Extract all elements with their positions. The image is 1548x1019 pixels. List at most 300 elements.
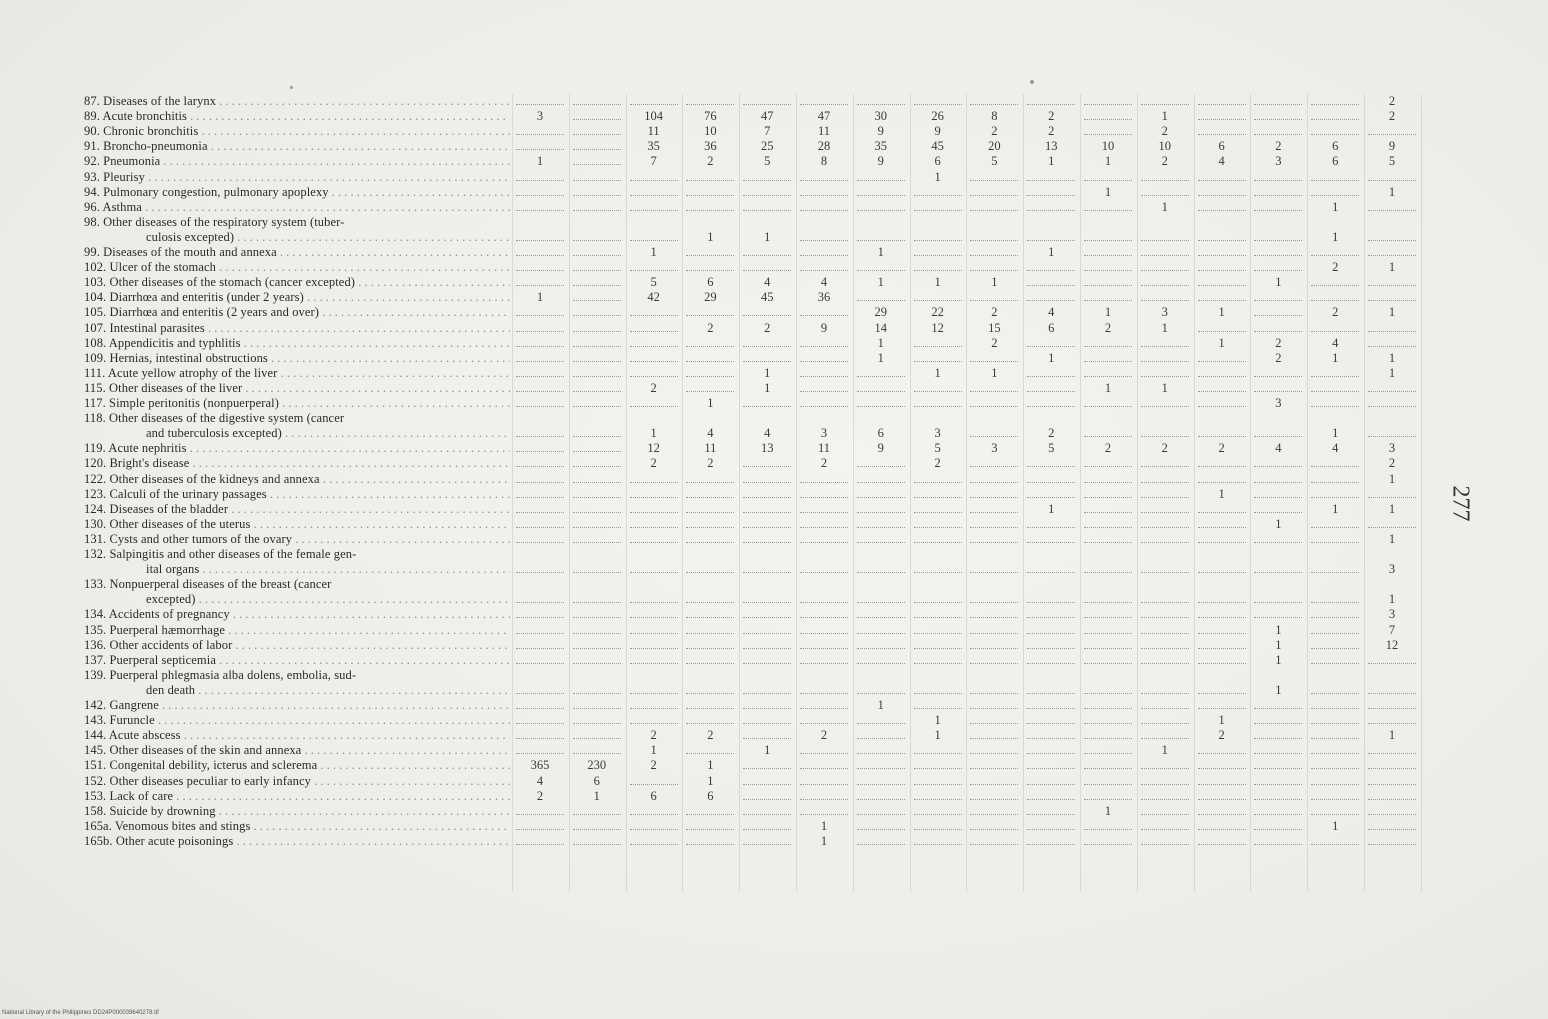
leader-dots (573, 240, 621, 241)
table-cell (512, 366, 568, 380)
table-cell (739, 154, 795, 168)
leader-dots (1027, 738, 1075, 739)
table-cell (1080, 441, 1136, 455)
leader-dots (914, 104, 962, 105)
leader-dots (1027, 829, 1075, 830)
table-cell (682, 623, 738, 637)
table-cell (1080, 743, 1136, 757)
table-cell (910, 547, 966, 561)
table-cell (1250, 517, 1306, 531)
table-cell (512, 124, 568, 138)
table-cell (1194, 426, 1250, 440)
table-cell (626, 336, 682, 350)
table-cell (966, 336, 1022, 350)
cell-value: 1 (934, 713, 941, 728)
leader-dots (914, 768, 962, 769)
leader-dots (857, 572, 905, 573)
leader-dots (573, 436, 621, 437)
table-cell (966, 789, 1022, 803)
leader-dots (686, 542, 734, 543)
table-cell (1080, 366, 1136, 380)
table-cell (682, 758, 738, 772)
table-row (84, 154, 1424, 168)
table-cell (966, 758, 1022, 772)
table-cell (1364, 487, 1420, 501)
table-cell (569, 532, 625, 546)
table-cell (1307, 562, 1363, 576)
table-cell (1023, 698, 1079, 712)
table-cell (796, 698, 852, 712)
table-cell (682, 305, 738, 319)
leader-dots (970, 844, 1018, 845)
table-cell (1250, 592, 1306, 606)
leader-dots (1254, 753, 1302, 754)
table-cell (796, 124, 852, 138)
column-divider (739, 94, 740, 892)
table-cell (626, 653, 682, 667)
leader-dots (1311, 768, 1359, 769)
table-cell (1137, 638, 1193, 652)
table-cell (626, 351, 682, 365)
table-cell (512, 758, 568, 772)
table-cell (966, 532, 1022, 546)
leader-dots (686, 512, 734, 513)
table-cell (682, 638, 738, 652)
table-cell (910, 562, 966, 576)
cell-value: 11 (817, 441, 831, 456)
cell-value: 1 (991, 275, 998, 290)
table-row (84, 472, 1424, 486)
leader-dots (914, 270, 962, 271)
row-label: 133. Nonpuerperal diseases of the breast (cancer (84, 577, 332, 592)
cell-value: 4 (707, 426, 714, 441)
row-label: excepted) . . . (146, 592, 510, 606)
table-cell (1307, 607, 1363, 621)
table-cell (1307, 668, 1363, 682)
table-cell (626, 607, 682, 621)
table-cell (739, 200, 795, 214)
leader-dots (1141, 784, 1189, 785)
leader-dots (857, 482, 905, 483)
leader-dots (743, 723, 791, 724)
leader-dots (914, 512, 962, 513)
table-cell (512, 321, 568, 335)
leader-dots (573, 195, 621, 196)
leader-dots (857, 542, 905, 543)
leader-dots (743, 768, 791, 769)
leader-dots (1254, 829, 1302, 830)
leader-dots (686, 346, 734, 347)
leader-dots (1141, 255, 1189, 256)
table-row (84, 532, 1424, 546)
table-cell (682, 713, 738, 727)
cell-value: 3 (934, 426, 941, 441)
table-cell (966, 502, 1022, 516)
table-cell (1364, 351, 1420, 365)
table-cell (966, 653, 1022, 667)
table-row (84, 336, 1424, 350)
leader-dots (516, 315, 564, 316)
leader-dots (857, 602, 905, 603)
table-cell (853, 713, 909, 727)
leader-dots (1368, 346, 1416, 347)
table-cell (569, 154, 625, 168)
table-cell (1023, 321, 1079, 335)
table-cell (739, 124, 795, 138)
table-cell (512, 245, 568, 259)
table-cell (910, 698, 966, 712)
cell-value: 5 (650, 275, 657, 290)
leader-dots (1311, 482, 1359, 483)
leader-dots (1141, 738, 1189, 739)
table-cell (1080, 381, 1136, 395)
leader-dots (1198, 195, 1246, 196)
cell-value: 2 (764, 320, 771, 335)
leader-dots (516, 844, 564, 845)
leader-dots (1027, 210, 1075, 211)
leader-dots (516, 572, 564, 573)
cell-value: 2 (1104, 320, 1112, 335)
leader-dots (516, 376, 564, 377)
table-cell (626, 472, 682, 486)
table-row (84, 275, 1424, 289)
leader-dots (857, 497, 905, 498)
leader-dots (686, 482, 734, 483)
table-cell (682, 728, 738, 742)
leader-dots (1254, 482, 1302, 483)
leader-dots (857, 648, 905, 649)
leader-dots (970, 829, 1018, 830)
table-cell (1023, 185, 1079, 199)
table-cell (1250, 154, 1306, 168)
table-cell (1194, 517, 1250, 531)
table-cell (1307, 834, 1363, 848)
leader-dots (686, 270, 734, 271)
table-cell (1364, 456, 1420, 470)
row-label: culosis excepted) . . . (146, 230, 510, 244)
table-cell (1364, 139, 1420, 153)
table-cell (626, 260, 682, 274)
table-cell (1364, 547, 1420, 561)
table-cell (626, 592, 682, 606)
table-cell (626, 532, 682, 546)
leader-dots (1254, 512, 1302, 513)
table-cell (512, 260, 568, 274)
leader-dots (1084, 708, 1132, 709)
table-cell (1307, 290, 1363, 304)
leader-dots (1254, 466, 1302, 467)
leader-dots (516, 814, 564, 815)
table-cell (1023, 170, 1079, 184)
table-cell (1023, 396, 1079, 410)
leader-dots (1198, 210, 1246, 211)
page-number: 277 (1447, 485, 1474, 522)
table-cell (512, 441, 568, 455)
table-cell (1307, 305, 1363, 319)
leader-dots (857, 633, 905, 634)
leader-dots (1027, 270, 1075, 271)
table-cell (739, 411, 795, 425)
leader-dots (1368, 814, 1416, 815)
table-cell (626, 638, 682, 652)
leader-dots (1311, 195, 1359, 196)
table-cell (1023, 94, 1079, 108)
cell-value: 45 (760, 290, 774, 305)
cell-value: 2 (1218, 441, 1225, 456)
leader-dots (1141, 512, 1189, 513)
leader-dots (800, 708, 848, 709)
cell-value: 6 (707, 788, 714, 803)
table-cell (1080, 456, 1136, 470)
leader-dots (800, 768, 848, 769)
leader-dots (914, 617, 962, 618)
table-cell (910, 336, 966, 350)
table-cell (682, 668, 738, 682)
table-cell (1080, 275, 1136, 289)
leader-dots (1311, 814, 1359, 815)
table-cell (910, 502, 966, 516)
table-cell (1364, 245, 1420, 259)
table-cell (1023, 411, 1079, 425)
table-cell (966, 547, 1022, 561)
leader-dots (1084, 180, 1132, 181)
table-cell (569, 94, 625, 108)
cell-value: 6 (1332, 154, 1339, 169)
leader-dots (743, 210, 791, 211)
leader-dots (1084, 436, 1132, 437)
cell-value: 3 (1275, 154, 1282, 169)
leader-dots (573, 119, 621, 120)
leader-dots (630, 723, 678, 724)
leader-dots (1198, 436, 1246, 437)
table-cell (569, 819, 625, 833)
leader-dots (630, 527, 678, 528)
table-cell (966, 290, 1022, 304)
leader-dots (1254, 784, 1302, 785)
cell-value: 3 (820, 426, 828, 441)
leader-dots (1198, 391, 1246, 392)
table-cell (626, 185, 682, 199)
leader-dots (1254, 240, 1302, 241)
leader-dots (857, 753, 905, 754)
table-cell (966, 819, 1022, 833)
table-cell (1137, 351, 1193, 365)
table-cell (1023, 743, 1079, 757)
cell-value: 4 (764, 426, 771, 441)
table-cell (1080, 774, 1136, 788)
leader-dots (1084, 738, 1132, 739)
table-cell (1194, 275, 1250, 289)
leader-dots (970, 708, 1018, 709)
leader-dots (800, 315, 848, 316)
cell-value: 230 (587, 758, 607, 773)
leader-dots (743, 617, 791, 618)
cell-value: 2 (1161, 154, 1168, 169)
table-cell (1307, 819, 1363, 833)
cell-value: 1 (1048, 154, 1055, 169)
table-cell (853, 124, 909, 138)
table-cell (1023, 517, 1079, 531)
table-cell (1080, 426, 1136, 440)
table-cell (796, 321, 852, 335)
table-cell (1080, 668, 1136, 682)
leader-dots (743, 784, 791, 785)
table-cell (853, 562, 909, 576)
table-cell (1250, 789, 1306, 803)
table-cell (1250, 290, 1306, 304)
table-cell (512, 290, 568, 304)
leader-dots (1084, 829, 1132, 830)
leader-dots (573, 361, 621, 362)
leader-dots (743, 602, 791, 603)
leader-dots (800, 361, 848, 362)
cell-value: 47 (760, 109, 774, 124)
leader-dots (857, 300, 905, 301)
leader-dots (1141, 693, 1189, 694)
cell-value: 6 (1218, 139, 1225, 154)
table-cell (739, 668, 795, 682)
leader-dots (1368, 134, 1416, 135)
cell-value: 4 (1048, 305, 1055, 320)
cell-value: 2 (707, 728, 714, 743)
leader-dots (970, 602, 1018, 603)
cell-value: 5 (764, 154, 771, 169)
paper-speck (290, 86, 293, 89)
table-cell (1250, 260, 1306, 274)
leader-dots (516, 617, 564, 618)
leader-dots (1254, 497, 1302, 498)
row-label: 142. Gangrene . . . (84, 698, 510, 712)
table-cell (682, 321, 738, 335)
cell-value: 1 (707, 773, 714, 788)
table-cell (1307, 638, 1363, 652)
table-cell (853, 789, 909, 803)
table-cell (796, 441, 852, 455)
cell-value: 14 (874, 320, 888, 335)
leader-dots (743, 497, 791, 498)
cell-value: 4 (1218, 154, 1225, 169)
table-cell (626, 728, 682, 742)
cell-value: 2 (1104, 441, 1112, 456)
leader-dots (1368, 799, 1416, 800)
leader-dots (1198, 602, 1246, 603)
table-cell (853, 305, 909, 319)
leader-dots (686, 617, 734, 618)
table-cell (1194, 607, 1250, 621)
leader-dots (914, 693, 962, 694)
cell-value: 1 (1161, 380, 1168, 395)
cell-value: 15 (988, 320, 1001, 335)
table-cell (512, 456, 568, 470)
table-cell (1080, 713, 1136, 727)
cell-value: 13 (760, 441, 774, 456)
leader-dots (1311, 527, 1359, 528)
row-label: and tuberculosis excepted) . . . (146, 426, 510, 440)
table-cell (569, 668, 625, 682)
table-cell (1364, 411, 1420, 425)
leader-dots (1084, 497, 1132, 498)
table-cell (796, 834, 852, 848)
leader-dots (1027, 285, 1075, 286)
leader-dots (743, 708, 791, 709)
row-label: 111. Acute yellow atrophy of the liver . . . (84, 366, 510, 380)
table-cell (1023, 230, 1079, 244)
cell-value: 1 (764, 380, 771, 395)
table-cell (1080, 215, 1136, 229)
leader-dots (516, 285, 564, 286)
table-cell (626, 562, 682, 576)
leader-dots (743, 361, 791, 362)
table-cell (569, 139, 625, 153)
table-row (84, 170, 1424, 184)
table-cell (1023, 562, 1079, 576)
table-cell (626, 411, 682, 425)
cell-value: 1 (877, 335, 884, 350)
table-cell (796, 789, 852, 803)
cell-value: 5 (1388, 154, 1396, 169)
leader-dots (800, 391, 848, 392)
table-cell (796, 517, 852, 531)
table-cell (569, 758, 625, 772)
leader-dots (800, 784, 848, 785)
table-row (84, 366, 1424, 380)
table-cell (853, 290, 909, 304)
table-cell (1023, 789, 1079, 803)
leader-dots (1027, 723, 1075, 724)
leader-dots (857, 663, 905, 664)
table-cell (910, 804, 966, 818)
leader-dots (1254, 331, 1302, 332)
table-cell (569, 290, 625, 304)
leader-dots (1141, 542, 1189, 543)
table-cell (796, 305, 852, 319)
table-cell (966, 411, 1022, 425)
leader-dots (1368, 784, 1416, 785)
table-cell (682, 275, 738, 289)
leader-dots (1027, 376, 1075, 377)
row-label: den death . . . (146, 683, 510, 697)
table-cell (739, 441, 795, 455)
table-cell (796, 728, 852, 742)
table-cell (1023, 532, 1079, 546)
leader-dots (970, 180, 1018, 181)
leader-dots (1027, 768, 1075, 769)
leader-dots (1027, 814, 1075, 815)
table-cell (1250, 245, 1306, 259)
table-cell (1364, 396, 1420, 410)
table-cell (1364, 94, 1420, 108)
table-cell (966, 638, 1022, 652)
table-cell (1307, 426, 1363, 440)
table-cell (569, 698, 625, 712)
leader-dots (970, 391, 1018, 392)
table-cell (853, 728, 909, 742)
table-cell (682, 683, 738, 697)
leader-dots (1141, 663, 1189, 664)
table-cell (626, 245, 682, 259)
leader-dots (1254, 799, 1302, 800)
table-cell (512, 623, 568, 637)
table-cell (796, 668, 852, 682)
table-cell (512, 638, 568, 652)
leader-dots (914, 633, 962, 634)
table-cell (1307, 623, 1363, 637)
table-cell (1364, 698, 1420, 712)
leader-dots (1198, 617, 1246, 618)
leader-dots (743, 466, 791, 467)
table-cell (796, 290, 852, 304)
leader-dots (800, 270, 848, 271)
